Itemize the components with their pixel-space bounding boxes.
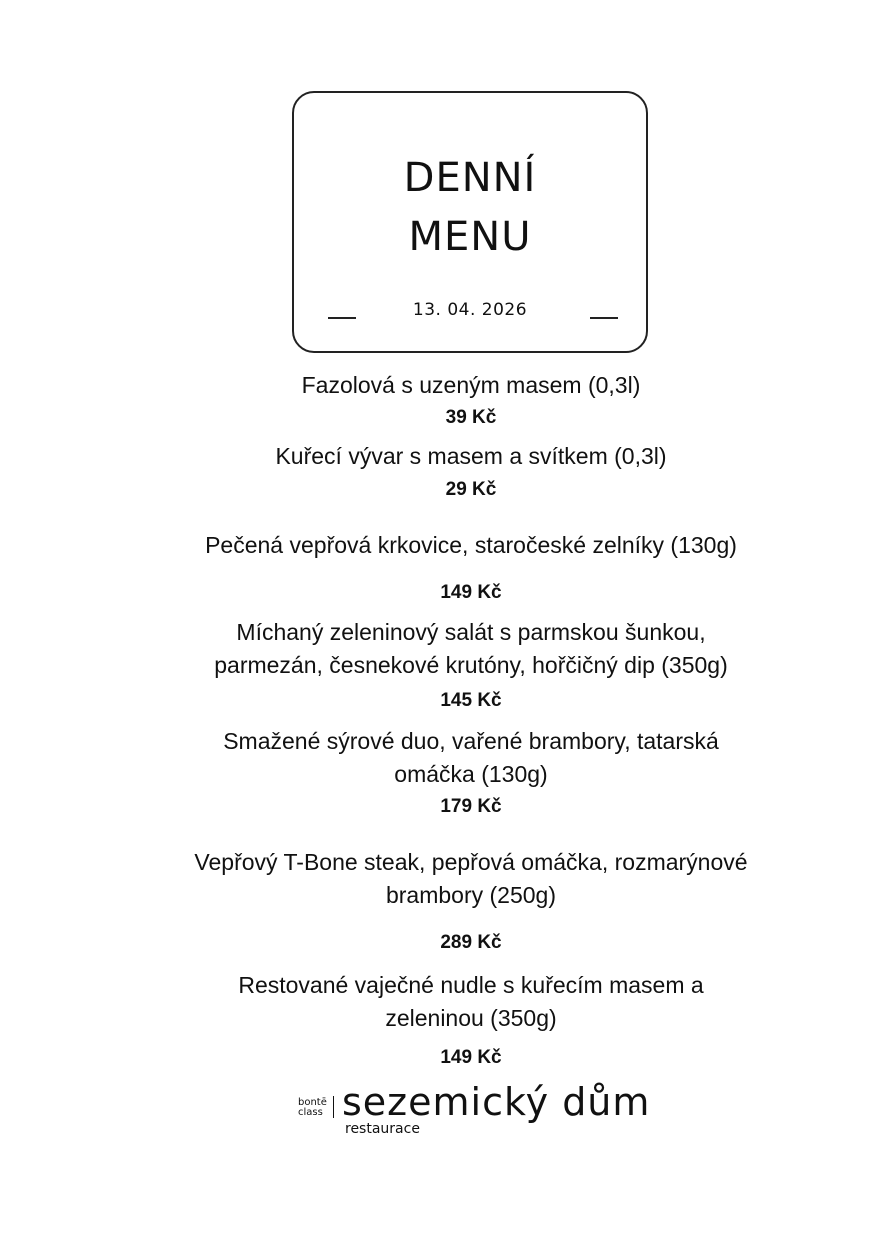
item-name: brambory (250g) <box>385 882 557 908</box>
item-name: omáčka (130g) <box>394 761 548 787</box>
menu-date: 13. 04. 2026 <box>412 300 528 320</box>
item-name: parmezán, česnekové krutóny, hořčičný dip (350g) <box>214 652 728 678</box>
logo-name: sezemický dům <box>342 1080 651 1124</box>
item-name: Vepřový T-Bone steak, pepřová omáčka, rozmarýnové <box>194 849 748 875</box>
item-price: 149 Kč <box>440 1047 502 1068</box>
divider-right <box>590 317 618 319</box>
item-price: 29 Kč <box>445 479 497 500</box>
item-name: Fazolová s uzeným masem (0,3l) <box>301 372 641 398</box>
item-name: zeleninou (350g) <box>385 1005 557 1031</box>
item-price: 149 Kč <box>440 582 502 603</box>
header-box <box>292 91 648 353</box>
logo-divider <box>333 1096 334 1118</box>
item-name: Smažené sýrové duo, vařené brambory, tatarská <box>223 728 719 754</box>
logo-subtitle: restaurace <box>345 1121 420 1137</box>
item-name: Pečená vepřová krkovice, staročeské zelníky (130g) <box>205 532 737 558</box>
item-price: 179 Kč <box>440 796 502 817</box>
item-name: Míchaný zeleninový salát s parmskou šunkou, <box>236 619 706 645</box>
item-price: 289 Kč <box>440 932 502 953</box>
title-line-1: DENNÍ <box>403 155 537 201</box>
item-name: Restované vaječné nudle s kuřecím masem a <box>238 972 704 998</box>
logo-small-text: bontē class <box>298 1097 327 1118</box>
item-price: 39 Kč <box>445 407 497 428</box>
item-name: Kuřecí vývar s masem a svítkem (0,3l) <box>275 443 667 469</box>
item-price: 145 Kč <box>440 690 502 711</box>
title-line-2: MENU <box>408 214 532 260</box>
